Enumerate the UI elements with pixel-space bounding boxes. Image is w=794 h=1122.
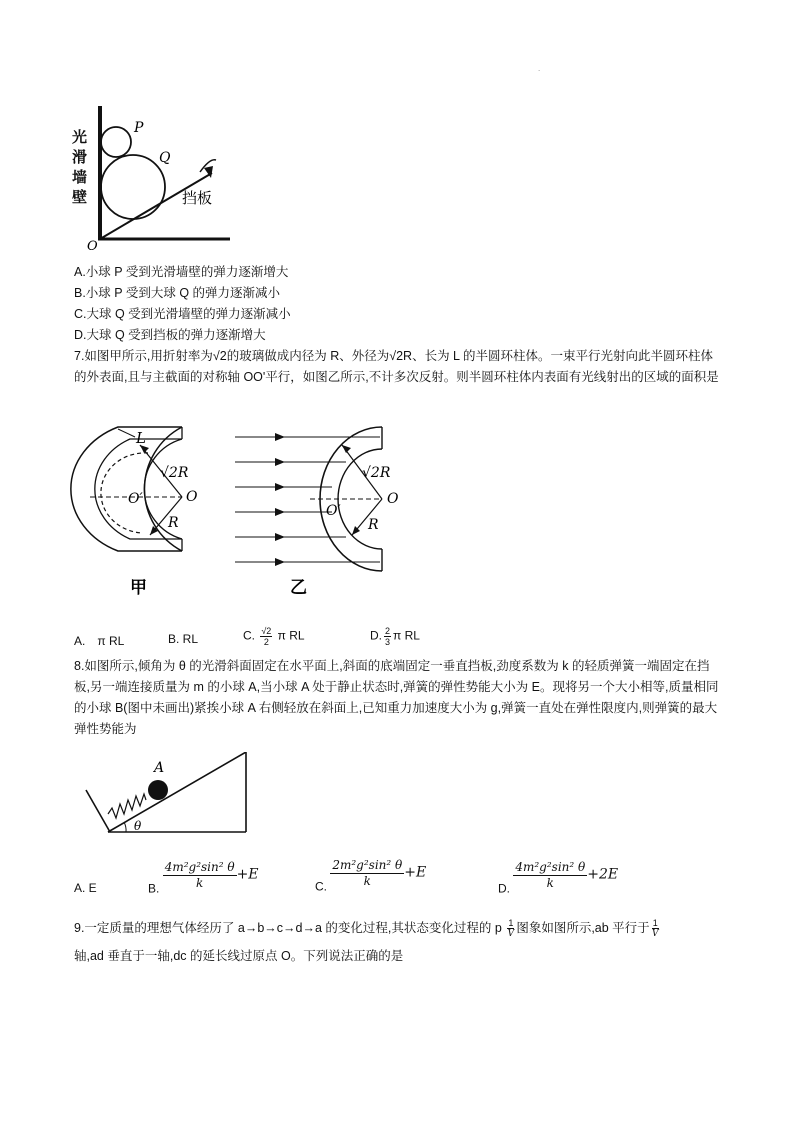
jia-label-l: L	[136, 429, 146, 447]
q7-option-d-prefix: D.	[370, 628, 382, 643]
q8-option-d-prefix: D.	[498, 881, 510, 896]
header-mark: .	[538, 64, 541, 73]
jia-label-o: O	[186, 489, 198, 505]
q8-option-a: A. E	[74, 881, 97, 895]
jia-outer-front	[144, 427, 182, 551]
wall-label	[72, 127, 94, 207]
fraction-denominator: V	[651, 929, 659, 940]
q7-option-d-fraction	[384, 626, 391, 647]
ball-q	[101, 155, 165, 219]
q9-stem-part-a: 9.一定质量的理想气体经历了 a→b→c→d→a 的变化过程,其状态变化过程的 p	[74, 921, 506, 935]
figure-q6	[70, 100, 240, 250]
fraction-denominator: 2	[263, 637, 269, 647]
figure-q7-svg	[70, 415, 415, 610]
q9-stem-line1	[74, 918, 661, 939]
wall-label-char: 壁	[72, 188, 88, 206]
q8-option-b-fraction	[163, 860, 237, 891]
q7-option-c-suffix: π RL	[277, 628, 305, 643]
q6-option-b: B.小球 P 受到大球 Q 的弹力逐渐减小	[74, 286, 281, 300]
wall-label-char: 墙	[72, 168, 88, 186]
fraction-denominator: 3	[385, 637, 391, 647]
q7-sqrt2: √2	[389, 349, 404, 363]
yi-caption: 乙	[290, 578, 307, 598]
jia-label-oprime: O′	[128, 491, 143, 507]
q9-fraction-2	[652, 918, 659, 939]
q6-option-c: C.大球 Q 受到光滑墙壁的弹力逐渐减小	[74, 307, 291, 321]
q8-option-c-fraction	[330, 858, 404, 889]
ball-a	[148, 780, 168, 800]
yi-label-o: O	[387, 491, 399, 507]
label-o: O	[87, 239, 98, 250]
label-a: A	[154, 760, 165, 776]
ball-p	[101, 127, 131, 157]
fraction-denominator: k	[195, 876, 204, 890]
jia-outer-back	[71, 427, 182, 551]
jia-label-sqrt2r: √2R	[160, 465, 189, 481]
fraction-denominator: V	[507, 929, 515, 940]
fraction-numerator: 4m²g²sin² θ	[164, 860, 235, 874]
q7-stem	[74, 346, 724, 388]
q7-stem-part-a: 7.如图甲所示,用折射率为	[74, 349, 213, 363]
fraction-denominator: k	[363, 874, 371, 888]
q8-stem: 8.如图所示,倾角为 θ 的光滑斜面固定在水平面上,斜面的底端固定一垂直挡板,劲度系数为 k 的轻质弹簧一端固定在挡板,另一端连接质量为 m 的小球 A,当小球 A 处于静止状态时,弹簧的弹性势能大小为 E。现将另一个大小相等,质量相同的小球 B(图中未画出)紧挨小球 A 右侧轻放在斜面上,已知重力加速度大小为 g,弹簧一直处在弹性限度内,则弹簧的最大弹性势能为	[74, 659, 719, 736]
q9-stem-line2: 轴,ad 垂直于一轴,dc 的延长线过原点 O。下列说法正确的是	[74, 949, 404, 963]
q7-stem-part-c: R、长为 L 的半圆环柱体。一束平行光射向此半圆环柱体的外表面,且与主截面的对称轴 OO'平行，如图乙所示,不计多次反射。则半圆环柱体内表面有光线射出的区域的面积是	[74, 349, 719, 384]
label-p: P	[134, 120, 144, 136]
q8-option-d	[498, 860, 618, 896]
q7-option-c-prefix: C.	[243, 628, 255, 643]
fraction-denominator: k	[546, 876, 554, 890]
q8-option-b-prefix: B.	[148, 881, 160, 896]
q7-option-c-fraction	[260, 626, 272, 647]
fraction-numerator: 1	[508, 918, 514, 929]
wall-label-char: 滑	[72, 148, 88, 166]
q7-sqrt2: √2	[212, 349, 227, 363]
q7-option-b: B. RL	[168, 632, 199, 646]
yi-label-oprime: O′	[326, 503, 341, 519]
fraction-numerator: √2	[261, 626, 272, 636]
q6-option-a: A.小球 P 受到光滑墙壁的弹力逐渐增大	[74, 265, 289, 279]
q8-option-c	[315, 858, 426, 894]
q8-option-c-prefix: C.	[315, 879, 327, 894]
fraction-numerator: 4m²g²sin² θ	[515, 860, 586, 874]
q7-option-c	[243, 626, 305, 647]
q8-option-b-suffix: +E	[236, 866, 259, 883]
figure-q6-svg	[70, 100, 240, 250]
spring	[108, 794, 146, 818]
q6-option-d: D.大球 Q 受到挡板的弹力逐渐增大	[74, 328, 266, 342]
label-plate: 挡板	[182, 189, 213, 207]
q8-option-d-fraction	[513, 860, 587, 891]
q9-fraction-1	[507, 918, 514, 939]
q7-option-d-suffix: π RL	[393, 628, 420, 643]
jia-caption: 甲	[130, 578, 147, 598]
fraction-numerator: 1	[652, 918, 658, 929]
fraction-numerator: 2m²g²sin² θ	[332, 858, 403, 872]
q8-option-b	[148, 860, 259, 896]
figure-q8-svg	[78, 752, 258, 842]
slope-line	[108, 752, 246, 832]
fraction-numerator: 2	[385, 626, 391, 636]
yi-label-r: R	[368, 517, 379, 533]
q8-option-d-suffix: +2E	[587, 866, 619, 883]
figure-q7	[70, 415, 415, 610]
baffle-plate	[86, 790, 110, 832]
jia-label-r: R	[168, 515, 179, 531]
q8-option-c-suffix: +E	[404, 864, 427, 881]
wall-label-char: 光	[72, 128, 88, 146]
label-q: Q	[159, 150, 171, 166]
q7-stem-part-b: 的玻璃做成内径为 R、外径为	[226, 349, 390, 363]
figure-jia	[71, 427, 198, 598]
figure-q8	[78, 752, 258, 842]
q9-stem-part-b: 图象如图所示,ab 平行于	[516, 921, 650, 935]
q7-option-a: A. π RL	[74, 634, 125, 648]
label-theta: θ	[134, 819, 142, 833]
q7-option-d	[370, 626, 420, 647]
figure-yi	[235, 427, 399, 598]
yi-label-sqrt2r: √2R	[362, 465, 391, 481]
